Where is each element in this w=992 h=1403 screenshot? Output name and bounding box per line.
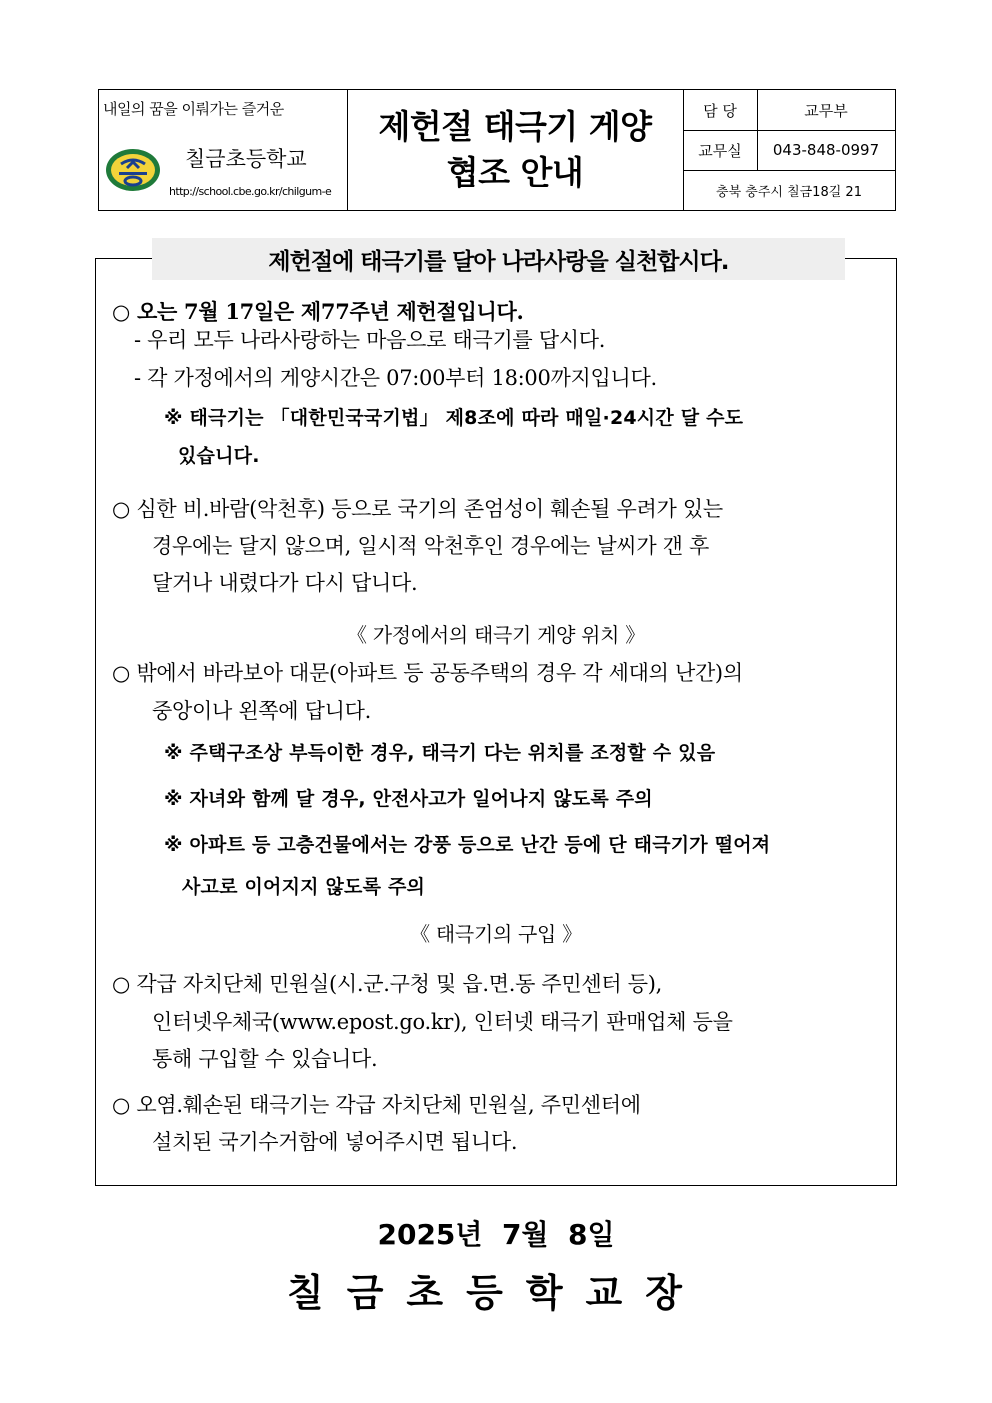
document-title <box>347 90 684 210</box>
contact-row-department <box>683 90 895 131</box>
banner-slogan: 제헌절에 태극기를 달아 나라사랑을 실천합시다. <box>152 238 845 280</box>
note-children-safety: ※ 자녀와 함께 달 경우, 안전사고가 일어나지 않도록 주의 <box>164 788 653 810</box>
school-logo-icon <box>105 148 161 192</box>
paragraph-2-line-3: 달거나 내렸다가 다시 답니다. <box>152 571 418 595</box>
document-header <box>98 89 896 211</box>
contact-row-phone <box>683 130 895 171</box>
principal-signature: 칠금초등학교장 <box>287 1271 705 1315</box>
contact-label: 담 당 <box>683 90 758 130</box>
paragraph-5-line-1: ○ 오염.훼손된 태극기는 각급 자치단체 민원실, 주민센터에 <box>112 1093 641 1117</box>
title-line-1: 제헌절 태극기 게양 <box>378 107 652 146</box>
contact-table <box>683 90 895 210</box>
note-housing-structure: ※ 주택구조상 부득이한 경우, 태극기 다는 위치를 조정할 수 있음 <box>164 742 716 764</box>
section-heading-location: 《 가정에서의 태극기 게양 위치 》 <box>347 623 645 647</box>
paragraph-2-line-2: 경우에는 달지 않으며, 일시적 악천후인 경우에는 날씨가 갠 후 <box>152 534 710 558</box>
school-name: 칠금초등학교 <box>185 147 307 171</box>
section-heading-purchase: 《 태극기의 구입 》 <box>410 922 582 946</box>
contact-label: 교무실 <box>683 130 758 170</box>
contact-value: 043-848-0997 <box>772 141 880 159</box>
school-info-block <box>99 90 348 210</box>
note-flag-law-line-1: ※ 태극기는 「대한민국국기법」 제8조에 따라 매일·24시간 달 수도 <box>164 407 744 429</box>
note-flag-law-line-2: 있습니다. <box>178 445 260 467</box>
school-address: 충북 충주시 칠금18길 21 <box>716 184 862 200</box>
note-apartment-line-2: 사고로 이어지지 않도록 주의 <box>182 876 426 898</box>
paragraph-4-line-2: 인터넷우체국(www.epost.go.kr), 인터넷 태극기 판매업체 등을 <box>152 1010 733 1034</box>
paragraph-3-line-1: ○ 밖에서 바라보아 대문(아파트 등 공동주택의 경우 각 세대의 난간)의 <box>112 661 743 685</box>
note-apartment-line-1: ※ 아파트 등 고층건물에서는 강풍 등으로 난간 등에 단 태극기가 떨어져 <box>164 834 771 856</box>
school-motto: 내일의 꿈을 이뤄가는 즐거운 <box>103 100 284 118</box>
paragraph-5-line-2: 설치된 국기수거함에 넣어주시면 됩니다. <box>152 1130 518 1154</box>
paragraph-3-line-2: 중앙이나 왼쪽에 답니다. <box>152 699 371 723</box>
paragraph-2-line-1: ○ 심한 비.바람(악천후) 등으로 국기의 존엄성이 훼손될 우려가 있는 <box>112 497 723 521</box>
contact-row-address <box>683 170 895 210</box>
issue-date: 2025년 7월 8일 <box>377 1218 615 1251</box>
paragraph-4-line-1: ○ 각급 자치단체 민원실(시.군.구청 및 읍.면.동 주민센터 등), <box>112 972 663 996</box>
paragraph-1-sub-1: - 우리 모두 나라사랑하는 마음으로 태극기를 답시다. <box>134 328 606 352</box>
paragraph-1-sub-2: - 각 가정에서의 게양시간은 07:00부터 18:00까지입니다. <box>134 366 657 390</box>
contact-value: 교무부 <box>804 101 848 120</box>
title-line-2: 협조 안내 <box>446 153 584 192</box>
paragraph-4-line-3: 통해 구입할 수 있습니다. <box>152 1047 378 1071</box>
school-url: http://school.cbe.go.kr/chilgum-e <box>169 185 332 198</box>
paragraph-1: ○ 오는 7월 17일은 제77주년 제헌절입니다. <box>112 299 524 324</box>
